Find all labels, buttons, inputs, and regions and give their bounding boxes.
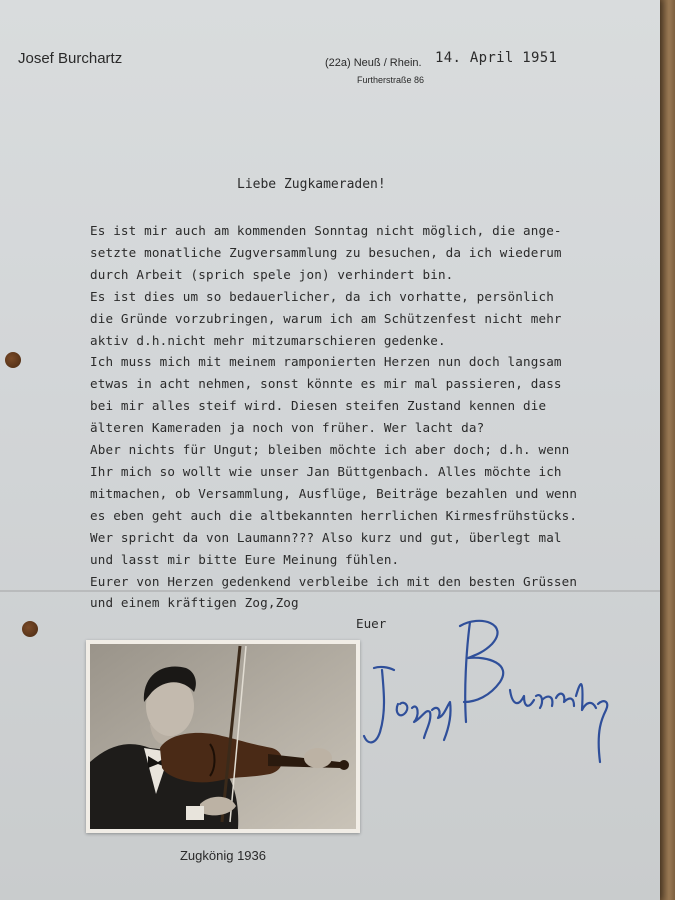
body-line: durch Arbeit (sprich spele jon) verhindert bin. xyxy=(90,266,454,282)
body-line: es eben geht auch die altbekannten herrlichen Kirmesfrühstücks. xyxy=(90,507,578,523)
sender-street: Furtherstraße 86 xyxy=(357,75,425,85)
body-line: Ich muss mich mit meinem ramponierten Herzen nun doch langsam xyxy=(90,354,562,370)
photo-caption: Zugkönig 1936 xyxy=(179,848,266,863)
body-line: mitmachen, ob Versammlung, Ausflüge, Beiträge bezahlen und wenn xyxy=(90,485,578,501)
letter-closing: Euer xyxy=(356,616,387,631)
punch-hole xyxy=(5,352,21,368)
handwritten-signature xyxy=(360,612,620,782)
violinist-photo xyxy=(86,640,360,833)
letter-date: 14. April 1951 xyxy=(435,50,558,66)
body-line: etwas in acht nehmen, sonst könnte es mir mal passieren, dass xyxy=(90,376,562,392)
punch-hole xyxy=(22,621,38,637)
body-line: Wer spricht da von Laumann??? Also kurz und gut, überlegt mal xyxy=(90,529,562,545)
body-line: und einem kräftigen Zog,Zog xyxy=(90,595,299,611)
sender-place: (22a) Neuß / Rhein. xyxy=(325,57,422,69)
sender-name: Josef Burchartz xyxy=(18,50,123,67)
letter-salutation: Liebe Zugkameraden! xyxy=(237,177,386,192)
body-line: aktiv d.h.nicht mehr mitzumarschieren gedenke. xyxy=(90,332,446,348)
letter-body xyxy=(90,220,650,614)
body-line: Es ist dies um so bedauerlicher, da ich vorhatte, persönlich xyxy=(90,288,554,304)
body-line: Aber nichts für Ungut; bleiben möchte ich aber doch; d.h. wenn xyxy=(90,442,570,458)
body-line: Es ist mir auch am kommenden Sonntag nicht möglich, die ange- xyxy=(90,223,562,238)
body-line: setzte monatliche Zugversammlung zu besuchen, da ich wiederum xyxy=(90,244,562,260)
body-line: die Gründe vorzubringen, warum ich am Schützenfest nicht mehr xyxy=(90,310,562,326)
body-line: und lasst mir bitte Eure Meinung fühlen. xyxy=(90,551,400,567)
wooden-background xyxy=(660,0,675,900)
body-line: Ihr mich so wollt wie unser Jan Büttgenbach. Alles möchte ich xyxy=(90,463,562,479)
body-line: bei mir alles steif wird. Diesen steifen Zustand kennen die xyxy=(90,398,547,414)
body-line: älteren Kameraden ja noch von früher. Wer lacht da? xyxy=(90,420,485,436)
body-line: Eurer von Herzen gedenkend verbleibe ich mit den besten Grüssen xyxy=(90,573,578,589)
